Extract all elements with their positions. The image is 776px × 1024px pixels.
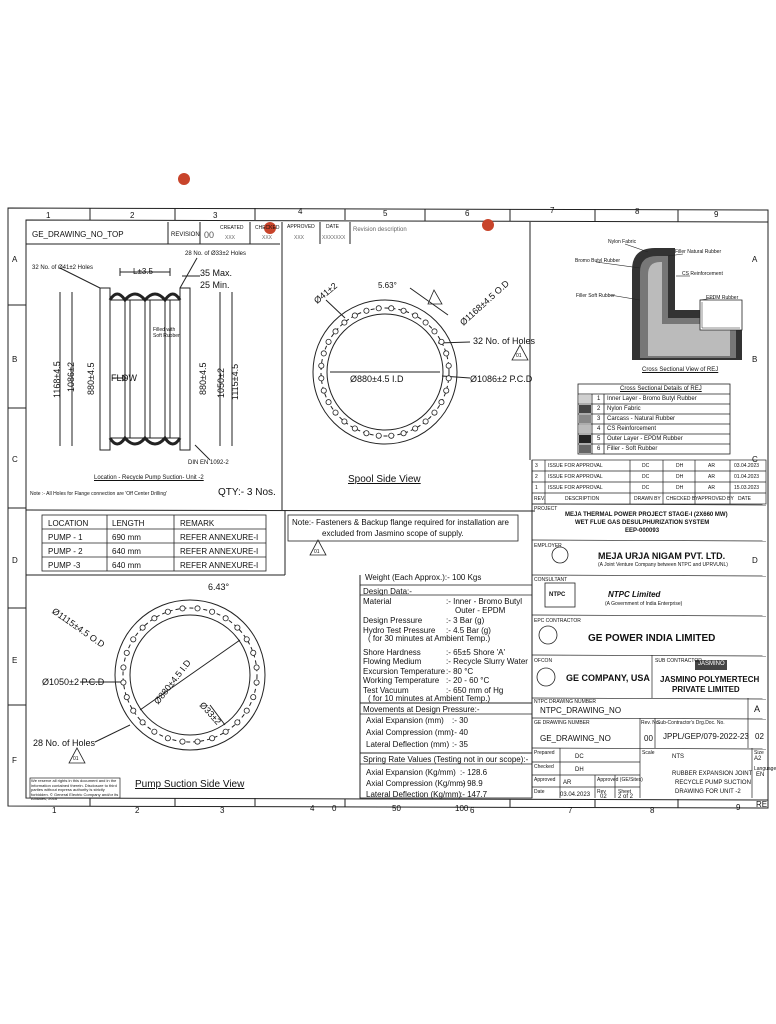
- sub-contractor-label: SUB CONTRACTOR: [655, 658, 702, 664]
- ge-drg-value: GE_DRAWING_NO: [540, 734, 611, 743]
- spool-holes: 32 No. of Holes: [473, 336, 536, 346]
- spring-axial-expansion-value: :- 128.6: [460, 768, 488, 777]
- consultant-name: NTPC Limited: [608, 590, 661, 599]
- pump-bolt-hole: [180, 606, 185, 611]
- revision-cell-ar: AR: [708, 463, 715, 469]
- ge-drg-rev: 00: [644, 734, 653, 743]
- grid-row-a-right: A: [752, 255, 758, 264]
- vacuum-label-2: ( for 10 minutes at Ambient Temp.): [368, 694, 491, 703]
- spool-bolt-hole: [342, 320, 347, 325]
- sub-drg-value: JPPL/GEP/079-2022-23: [663, 732, 749, 741]
- grid-row-e: E: [12, 656, 18, 665]
- created-value: XXX: [225, 235, 236, 241]
- rej-layer-3-name: Carcass - Natural Rubber: [607, 416, 676, 422]
- drawing-no-top: GE_DRAWING_NO_TOP: [32, 230, 124, 239]
- spool-bolt-hole: [432, 329, 437, 334]
- ntpc-drg-rev: A: [754, 704, 761, 714]
- drawing-title-3: DRAWING FOR UNIT -2: [675, 789, 741, 795]
- spool-pcd: Ø1086±2 P.C.D: [470, 374, 533, 384]
- dim-1115: 1115±4.5: [230, 363, 240, 400]
- ge-logo-epc: [539, 626, 557, 644]
- spool-bolt-hole: [413, 426, 418, 431]
- grid-row-f: F: [12, 756, 17, 765]
- rej-layer-swatch: [579, 405, 591, 413]
- revision-cell-dh: DH: [676, 463, 684, 469]
- rev-tb-label: Rev: [597, 789, 606, 795]
- quantity-label: QTY:- 3 Nos.: [218, 487, 276, 498]
- spool-bolt-hole: [446, 363, 451, 368]
- employer-name: MEJA URJA NIGAM PVT. LTD.: [598, 551, 726, 561]
- spool-bolt-hole: [389, 306, 394, 311]
- ge-logo-oem: [537, 668, 555, 686]
- pump-bolt-hole: [210, 736, 215, 741]
- ntpc-logo-text: NTPC: [549, 592, 566, 598]
- grid-bottom-6: 6: [470, 806, 475, 815]
- spool-bolt-hole: [423, 320, 428, 325]
- revision-cell-desc: ISSUE FOR APPROVAL: [548, 474, 603, 480]
- grid-row-b: B: [12, 355, 18, 364]
- rev-header-rev: REV.: [534, 496, 546, 502]
- revision-cell-dc: DC: [642, 485, 650, 491]
- rej-details-title: Cross Sectional Details of REJ: [620, 386, 702, 392]
- pump-holes: 28 No. of Holes: [33, 738, 96, 748]
- holes-right-label: 28 No. of Ø33±2 Holes: [185, 251, 246, 257]
- lateral-deflection-label: Lateral Deflection (mm): [366, 740, 450, 749]
- revision-cell-date: 15.03.2023: [734, 485, 760, 491]
- spool-bolt-hole: [364, 431, 369, 436]
- pump-bolt-hole: [251, 650, 256, 655]
- dim-1086: 1086±2: [66, 362, 76, 392]
- ge-drg-label: GE DRAWING NUMBER: [534, 720, 590, 726]
- dim-1050: 1050±2: [216, 368, 226, 398]
- grid-col-7: 7: [550, 206, 555, 215]
- spool-bolt-hole: [439, 400, 444, 405]
- rej-filler-natural-label: Filler Natural Rubber: [675, 249, 722, 255]
- spool-bolt-hole: [352, 426, 357, 431]
- prepared-label: Prepared: [534, 750, 555, 756]
- design-pressure-label: Design Pressure: [363, 616, 423, 625]
- rej-layer-6-no: 6: [597, 446, 601, 452]
- pump-bolt-hole: [195, 606, 200, 611]
- rej-layer-1-name: Inner Layer - Bromo Butyl Rubber: [607, 396, 697, 402]
- pump-bolt-hole: [165, 609, 170, 614]
- dim-1168: 1168±4.5: [52, 361, 62, 398]
- sub-drg-rev: 02: [755, 732, 764, 741]
- spool-bolt-hole: [444, 351, 449, 356]
- material-value-2: Outer - EPDM: [455, 606, 506, 615]
- project-label: PROJECT: [534, 506, 558, 512]
- pump-2-remark: REFER ANNEXURE-I: [180, 547, 259, 556]
- rev-header-approved: APPROVED BY: [698, 496, 734, 502]
- pump-bolt-hole: [121, 665, 126, 670]
- spool-bolt-hole: [376, 306, 381, 311]
- revision-cell-dc: DC: [642, 474, 650, 480]
- rej-layer-swatch: [579, 395, 591, 403]
- sub-drg-label: Sub-Contractor's Drg.Doc. No.: [657, 720, 725, 726]
- pump-bolt-hole: [235, 625, 240, 630]
- pump-2-location: PUMP - 2: [48, 547, 83, 556]
- pump-bolt-hole: [140, 625, 145, 630]
- grid-row-b-right: B: [752, 355, 758, 364]
- rej-layer-6-name: Filler - Soft Rubber: [607, 446, 658, 452]
- pump-angle: 6.43°: [208, 582, 230, 592]
- spring-axial-compression-label: Axial Compression (Kg/mm): [366, 779, 466, 788]
- grid-col-4: 4: [298, 207, 303, 216]
- sub-name-2: PRIVATE LIMITED: [672, 685, 740, 694]
- axial-expansion-value: :- 30: [452, 716, 469, 725]
- lateral-deflection-value: :- 35: [452, 740, 469, 749]
- flow-label: FLOW: [111, 373, 137, 383]
- date-label: DATE: [326, 224, 339, 230]
- grid-row-a: A: [12, 255, 18, 264]
- pump-rev-tag: 01: [73, 756, 79, 762]
- pump-bolt-hole: [251, 695, 256, 700]
- revision-cell-rev: 1: [535, 485, 538, 491]
- red-pin-right: [482, 219, 494, 231]
- epc-name: GE POWER INDIA LIMITED: [588, 633, 716, 644]
- project-line-2: WET FLUE GAS DESULPHURIZATION SYSTEM: [575, 520, 710, 526]
- pump-bolt-hole: [165, 736, 170, 741]
- pump-3-length: 640 mm: [112, 561, 141, 570]
- grid-ref: RE: [756, 800, 768, 809]
- material-value-1: :- Inner - Bromo Butyl: [446, 597, 523, 606]
- rev-header-drawn: DRAWN BY: [634, 496, 661, 502]
- spool-bolt-hole: [376, 433, 381, 438]
- pump-od: Ø1115±4.5 O.D: [50, 606, 107, 650]
- project-line-3: EEP-000093: [625, 528, 660, 534]
- pump-3-remark: REFER ANNEXURE-I: [180, 561, 259, 570]
- rej-epdm-label: EPDM Rubber: [706, 295, 739, 301]
- spool-bolt-hole: [423, 419, 428, 424]
- date-value: XXXXXXX: [322, 235, 346, 241]
- checked-tb-label: Checked: [534, 764, 554, 770]
- revision-cell-ar: AR: [708, 485, 715, 491]
- ntpc-drg-label: NTPC DRAWING NUMBER: [534, 699, 597, 705]
- scale-0: 0: [332, 804, 337, 813]
- working-temp-label: Working Temperature: [363, 676, 440, 685]
- spool-bolt-hole: [333, 410, 338, 415]
- revision-cell-desc: ISSUE FOR APPROVAL: [548, 463, 603, 469]
- rej-bromo-label: Bromo Butyl Rubber: [575, 258, 621, 264]
- grid-row-c: C: [12, 455, 18, 464]
- oem-label: OFCON: [534, 658, 553, 664]
- spring-axial-compression-value: :- 98.9: [460, 779, 483, 788]
- spool-bolt-hole: [342, 419, 347, 424]
- ntpc-drg-value: NTPC_DRAWING_NO: [540, 706, 622, 715]
- pumps-header-length: LENGTH: [112, 519, 145, 528]
- checked-tb-value: DH: [575, 767, 584, 773]
- rej-layer-2-name: Nylon Fabric: [607, 406, 641, 412]
- pump-1-location: PUMP - 1: [48, 533, 83, 542]
- sheet-label: Sheet: [618, 789, 632, 795]
- shore-label: Shore Hardness: [363, 648, 421, 657]
- rej-nylon-label: Nylon Fabric: [608, 239, 637, 245]
- spool-bolt-hole: [326, 400, 331, 405]
- filled-note: Filled with Soft Rubber: [153, 327, 180, 339]
- scale-label: Scale: [642, 750, 655, 756]
- min-dim: 25 Min.: [200, 280, 230, 290]
- spool-rev-tag: 01: [516, 353, 522, 359]
- revision-description: Revision description: [353, 227, 407, 233]
- rev-tb-value: 02: [600, 794, 607, 800]
- din-standard: DIN EN 1092-2: [188, 460, 229, 466]
- grid-bottom-8: 8: [650, 806, 655, 815]
- movements-title: Movements at Design Pressure:-: [363, 705, 480, 714]
- grid-row-d: D: [12, 556, 18, 565]
- employer-sub: (A Joint Venture Company between NTPC and UPRVUNL): [598, 562, 728, 568]
- spring-axial-expansion-label: Axial Expansion (Kg/mm): [366, 768, 456, 777]
- pump-bolt-hole: [223, 729, 228, 734]
- pump-bolt-hole: [124, 695, 129, 700]
- pump-bolt-hole: [121, 680, 126, 685]
- revision-cell-dh: DH: [676, 485, 684, 491]
- pump-pcd: Ø1050±2 P.C.D: [42, 677, 105, 687]
- jasmino-logo: JASMINO: [698, 661, 725, 667]
- spool-bolt-hole: [364, 308, 369, 313]
- note-line-2: excluded from Jasmino scope of supply.: [322, 529, 464, 538]
- pump-bolt-hole: [254, 665, 259, 670]
- vacuum-label-1: Test Vacuum: [363, 686, 409, 695]
- spool-id: Ø880±4.5 I.D: [350, 374, 404, 384]
- employer-label: EMPLOYER: [534, 543, 562, 549]
- location-caption: Location - Recycle Pump Suction- Unit -2: [94, 475, 204, 481]
- spring-rate-title: Spring Rate Values (Testing not in our scope):-: [363, 755, 529, 764]
- rej-layer-2-no: 2: [597, 406, 601, 412]
- spool-bolt-hole: [333, 329, 338, 334]
- date-tb-label: Date: [534, 789, 545, 795]
- pump-bolt-hole: [223, 616, 228, 621]
- spool-bolt-hole: [432, 410, 437, 415]
- scale-100: 100: [455, 804, 469, 813]
- date-tb-value: 03.04.2023: [560, 792, 591, 798]
- pump-1-remark: REFER ANNEXURE-I: [180, 533, 259, 542]
- revision-cell-rev: 2: [535, 474, 538, 480]
- revision-value: 00: [204, 230, 215, 240]
- sub-name-1: JASMINO POLYMERTECH: [660, 675, 760, 684]
- checked-label: CHECKED: [255, 225, 280, 231]
- design-data-title: Design Data:-: [363, 587, 412, 596]
- rej-layer-4-no: 4: [597, 426, 601, 432]
- vacuum-value: :- 650 mm of Hg: [446, 686, 504, 695]
- revision-cell-rev: 3: [535, 463, 538, 469]
- rej-layer-5-no: 5: [597, 436, 601, 442]
- dim-880-left: 880±4.5: [86, 362, 96, 395]
- revision-cell-date: 03.04.2023: [734, 463, 760, 469]
- hydro-value: :- 4.5 Bar (g): [446, 626, 491, 635]
- rej-layer-5-name: Outer Layer - EPDM Rubber: [607, 436, 683, 442]
- grid-col-2: 2: [130, 211, 135, 220]
- spool-bolt-hole: [326, 339, 331, 344]
- prepared-value: DC: [575, 754, 584, 760]
- spring-lateral-deflection-value: :- 147.7: [460, 790, 488, 799]
- grid-col-6: 6: [465, 209, 470, 218]
- consultant-sub: (A Government of India Enterprise): [605, 601, 683, 607]
- oem-name: GE COMPANY, USA: [566, 673, 650, 683]
- shore-value: :- 65±5 Shore 'A': [446, 648, 506, 657]
- spool-bolt-hole: [401, 431, 406, 436]
- spool-bolt-hole: [413, 313, 418, 318]
- rej-layer-4-name: CS Reinforcement: [607, 426, 657, 432]
- axial-expansion-label: Axial Expansion (mm): [366, 716, 444, 725]
- approved-ge-label: Approved (GE/Sites): [597, 777, 643, 783]
- pump-bolt-hole: [131, 637, 136, 642]
- revision-table-lines: [532, 460, 766, 798]
- axial-compression-value: :- 40: [452, 728, 469, 737]
- size-label: Size: [754, 750, 764, 756]
- pump-bolt-hole: [195, 739, 200, 744]
- rev-header-date: DATE: [738, 496, 751, 502]
- approved-label: APPROVED: [287, 224, 315, 230]
- spool-bolt-hole: [321, 388, 326, 393]
- rev-header-checked: CHECKED BY: [666, 496, 699, 502]
- grid-col-5: 5: [383, 209, 388, 218]
- spool-bolt-hole: [439, 339, 444, 344]
- revision-label: REVISION: [171, 232, 200, 238]
- revision-cell-dc: DC: [642, 463, 650, 469]
- weight: Weight (Each Approx.):- 100 Kgs: [365, 573, 482, 582]
- pump-d33: Ø33±2: [197, 700, 224, 727]
- muppl-logo: [552, 547, 568, 563]
- approved-tb-value: AR: [563, 780, 572, 786]
- grid-row-c-right: C: [752, 455, 758, 464]
- rej-layer-1-no: 1: [597, 396, 601, 402]
- grid-col-3: 3: [213, 211, 218, 220]
- language-value: EN: [756, 772, 765, 778]
- rej-layer-swatch: [579, 415, 591, 423]
- rej-layer-3-no: 3: [597, 416, 601, 422]
- sheet-value: 2 of 2: [618, 794, 634, 800]
- rej-layer-swatch: [579, 425, 591, 433]
- drawing-title-1: RUBBER EXPANSION JOINT: [672, 771, 753, 777]
- consultant-label: CONSULTANT: [534, 577, 568, 583]
- spring-lateral-deflection-label: Lateral Deflection (Kg/mm): [366, 790, 462, 799]
- pump-bolt-hole: [140, 720, 145, 725]
- spool-angle: 5.63°: [378, 281, 397, 290]
- spool-bolt-hole: [389, 433, 394, 438]
- scale-50: 50: [392, 804, 401, 813]
- pumps-header-remark: REMARK: [180, 519, 215, 528]
- revision-cell-ar: AR: [708, 474, 715, 480]
- spool-bolt-hole: [401, 308, 406, 313]
- rej-layer-swatch: [579, 445, 591, 453]
- pump-3-location: PUMP -3: [48, 561, 81, 570]
- revision-cell-dh: DH: [676, 474, 684, 480]
- spool-bolt-hole: [444, 388, 449, 393]
- grid-bottom-4: 4: [310, 804, 315, 813]
- medium-label: Flowing Medium: [363, 657, 422, 666]
- approved-value: XXX: [294, 235, 305, 241]
- hydro-label-2: ( for 30 minutes at Ambient Temp.): [368, 634, 491, 643]
- pump-bolt-hole: [131, 708, 136, 713]
- grid-bottom-2: 2: [135, 806, 140, 815]
- spool-bolt-hole: [319, 363, 324, 368]
- pump-bolt-hole: [152, 729, 157, 734]
- rej-cross-title: Cross Sectional View of REJ: [642, 367, 719, 373]
- rej-layer-swatch: [579, 435, 591, 443]
- ge-drg-rev-label: Rev. No.: [641, 720, 661, 726]
- working-temp-value: :- 20 - 60 °C: [446, 676, 490, 685]
- pump-id: Ø880±4.5 I.D: [152, 657, 193, 707]
- project-line-1: MEJA THERMAL POWER PROJECT STAGE-I (2X660 MW): [565, 512, 728, 518]
- pump-bolt-hole: [180, 739, 185, 744]
- max-dim: 35 Max.: [200, 268, 233, 278]
- grid-bottom-7: 7: [568, 806, 573, 815]
- epc-label: EPC CONTRACTOR: [534, 618, 581, 624]
- excursion-label: Excursion Temperature: [363, 667, 446, 676]
- red-pin-left: [178, 173, 190, 185]
- created-label: CREATED: [220, 225, 244, 231]
- design-pressure-value: :- 3 Bar (g): [446, 616, 485, 625]
- spool-bolt-hole: [446, 376, 451, 381]
- holes-note: Note :- All Holes for Flange connection are 'Off Center Drilling': [30, 491, 167, 497]
- approved-tb-label: Approved: [534, 777, 556, 783]
- revision-cell-desc: ISSUE FOR APPROVAL: [548, 485, 603, 491]
- rev-header-desc: DESCRIPTION: [565, 496, 600, 502]
- grid-col-9: 9: [714, 210, 719, 219]
- spool-bolt-hole: [352, 313, 357, 318]
- grid-col-8: 8: [635, 207, 640, 216]
- length-dim: L±3.5: [133, 267, 153, 276]
- pump-bolt-hole: [254, 680, 259, 685]
- holes-left-label: 32 No. of Ø41±2 Holes: [32, 265, 93, 271]
- pumps-header-location: LOCATION: [48, 519, 89, 528]
- revision-cell-date: 01.04.2023: [734, 474, 760, 480]
- spool-d41: Ø41±2: [312, 280, 340, 306]
- pump-1-length: 690 mm: [112, 533, 141, 542]
- material-label: Material: [363, 597, 392, 606]
- scale-value: NTS: [672, 754, 684, 760]
- hydro-label-1: Hydro Test Pressure: [363, 626, 436, 635]
- language-label: Language: [754, 766, 776, 772]
- pump-bolt-hole: [244, 637, 249, 642]
- pump-bolt-hole: [210, 609, 215, 614]
- checked-value: XXX: [262, 235, 273, 241]
- grid-bottom-3: 3: [220, 806, 225, 815]
- grid-bottom-9: 9: [736, 803, 741, 812]
- axial-compression-label: Axial Compression (mm): [366, 728, 454, 737]
- rej-cs-label: CS Reinforcement: [682, 271, 723, 277]
- drawing-title-2: RECYCLE PUMP SUCTION: [675, 780, 751, 786]
- spool-bolt-hole: [321, 351, 326, 356]
- pump-bolt-hole: [124, 650, 129, 655]
- pump-2-length: 640 mm: [112, 547, 141, 556]
- size-value: A2: [754, 756, 762, 762]
- grid-bottom-1: 1: [52, 806, 57, 815]
- spool-od: Ø1168±4.5 O.D: [458, 278, 511, 328]
- note-line-1: Note:- Fasteners & Backup flange required for installation are: [292, 518, 510, 527]
- dim-880-right: 880±4.5: [198, 362, 208, 395]
- medium-value: :- Recycle Slurry Water: [446, 657, 528, 666]
- pump-bolt-hole: [235, 720, 240, 725]
- grid-row-d-right: D: [752, 556, 758, 565]
- pump-view-title: Pump Suction Side View: [135, 779, 245, 790]
- spool-view-title: Spool Side View: [348, 474, 421, 485]
- confidentiality-notice: We reserve all rights in this document and in the information contained therein. Disclosure to third parties without express authority is strictly forbidden. © General Electric Company and/or its Affiliates, 2016: [31, 778, 119, 801]
- spool-bolt-hole: [319, 376, 324, 381]
- grid-col-1: 1: [46, 211, 51, 220]
- excursion-value: :- 80 °C: [446, 667, 474, 676]
- pump-bolt-hole: [244, 708, 249, 713]
- note-rev-tag: 01: [314, 549, 320, 555]
- pump-bolt-hole: [152, 616, 157, 621]
- rej-filler-soft-label: Filler Soft Rubber: [576, 293, 615, 299]
